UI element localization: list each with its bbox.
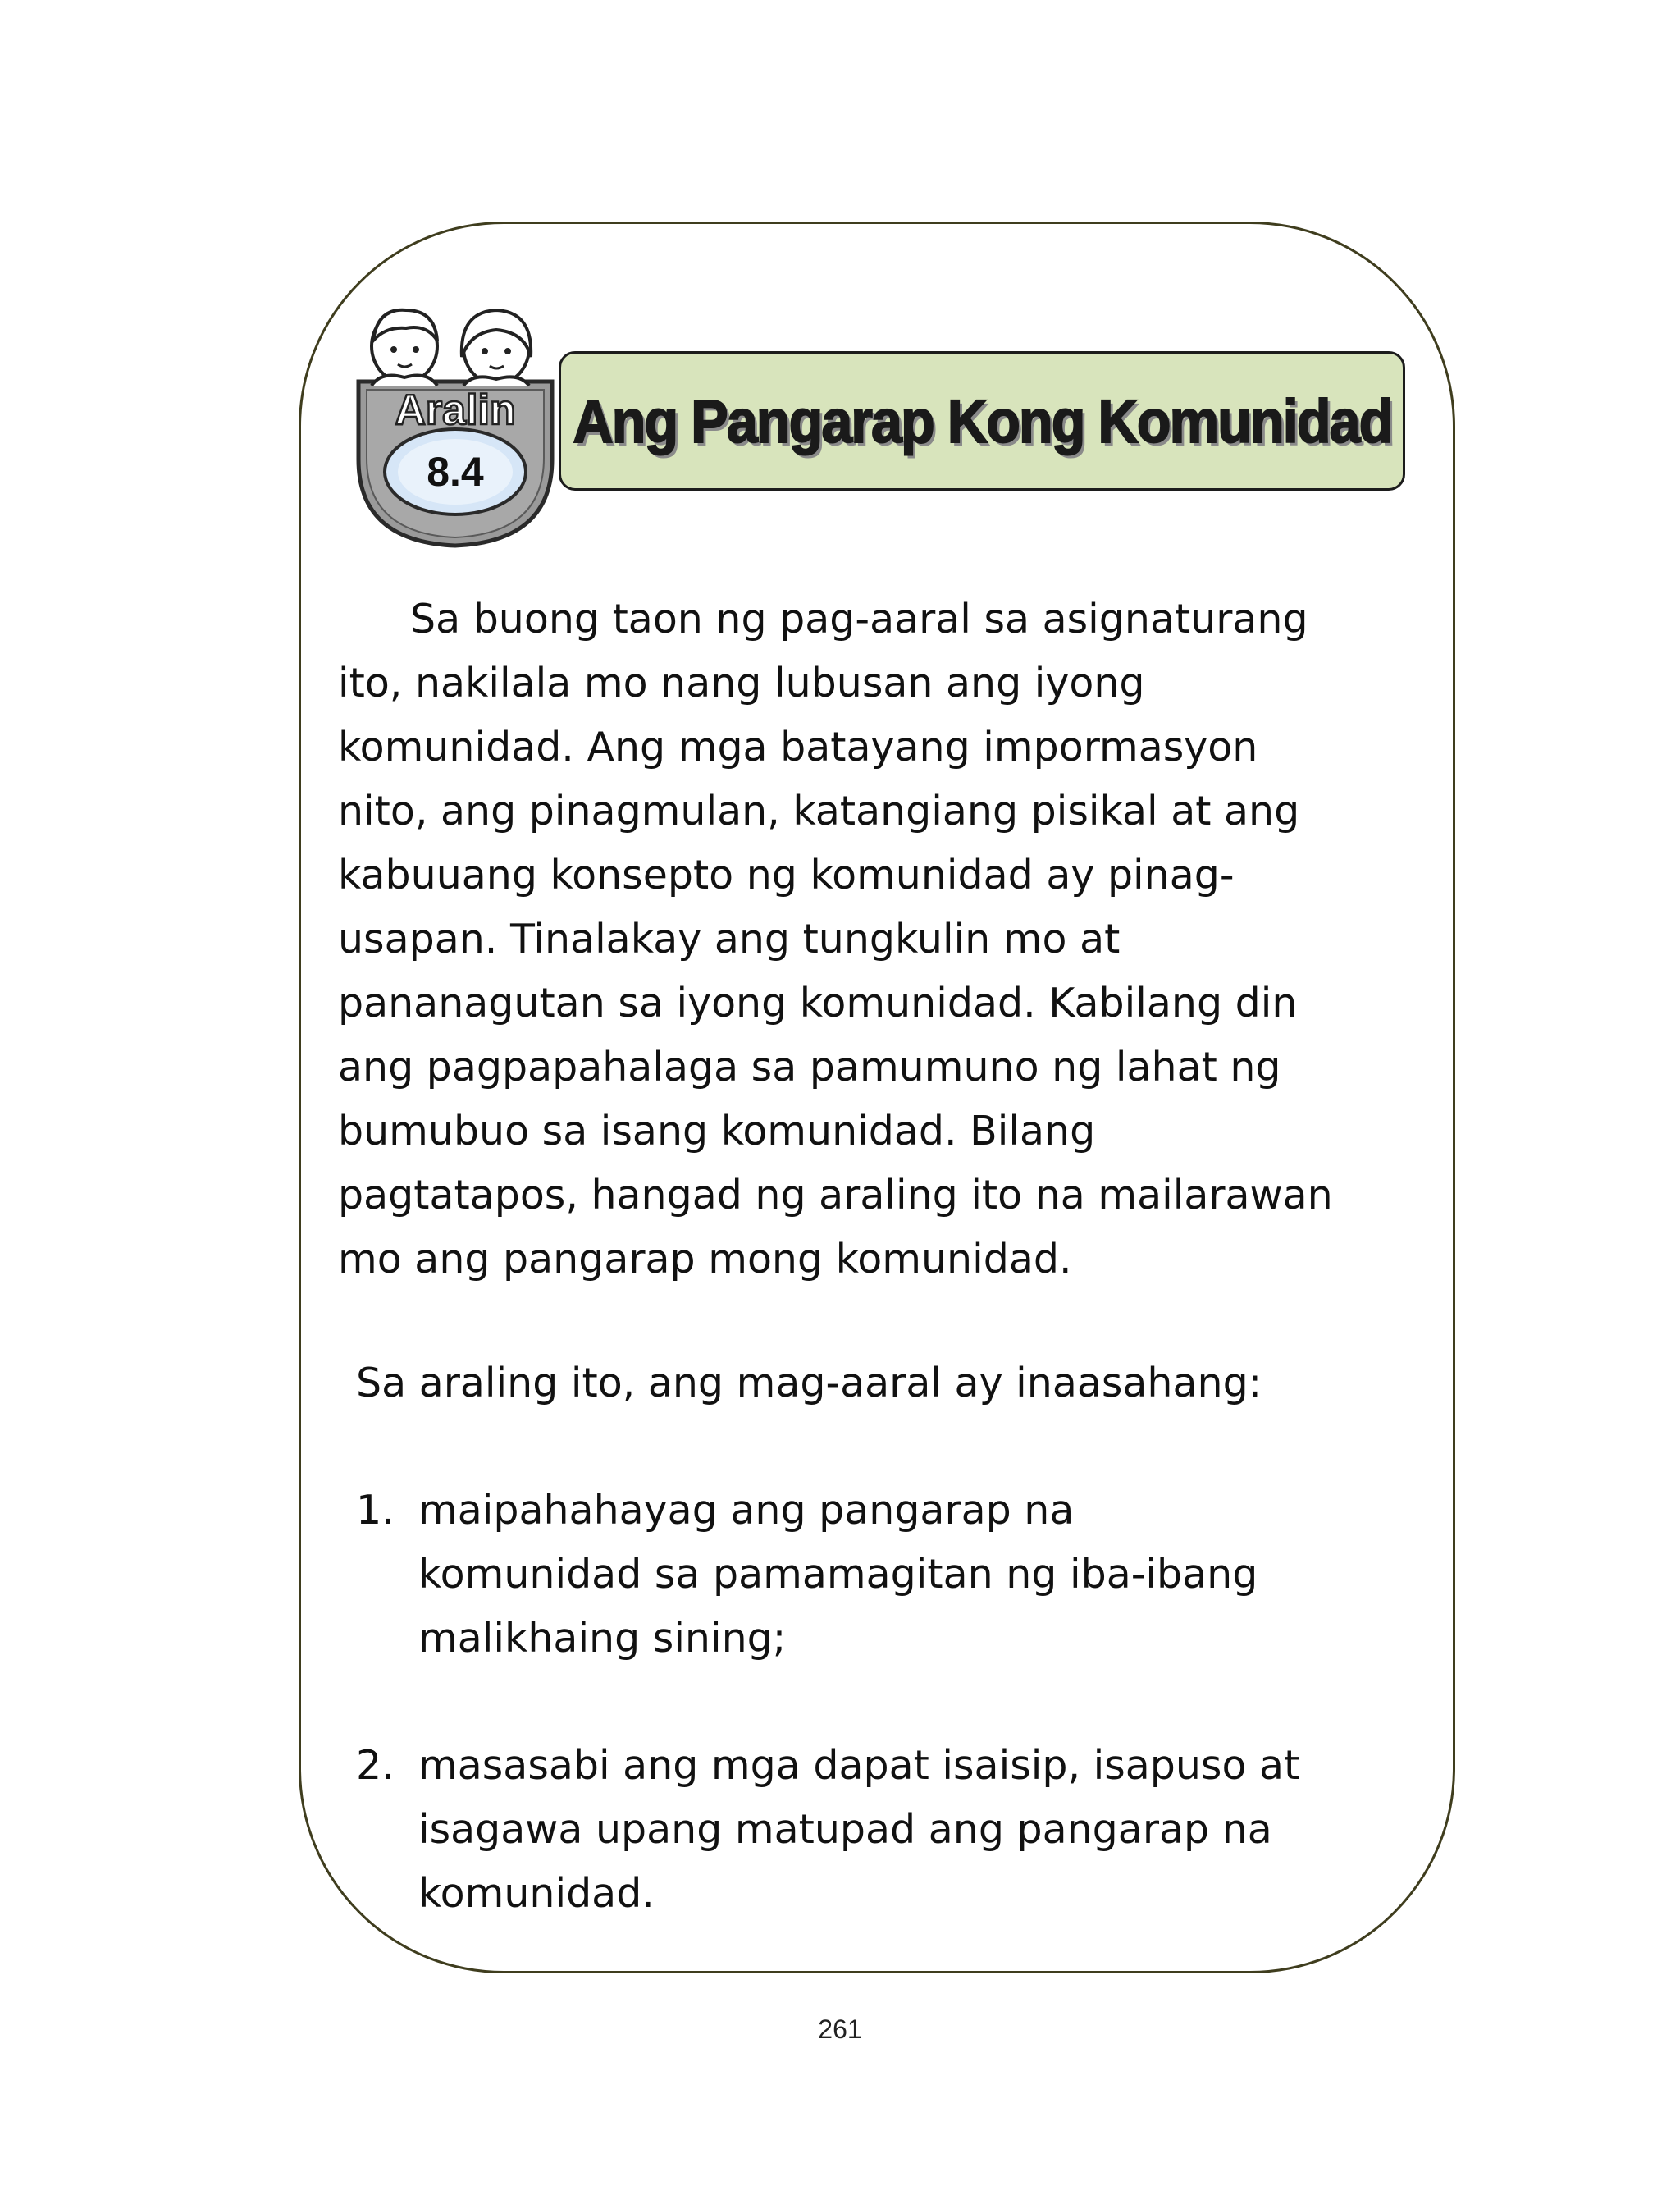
intro-line: mo ang pangarap mong komunidad. [338, 1236, 1072, 1282]
objective-line: malikhaing sining; [418, 1615, 787, 1662]
objective-line: komunidad sa pamamagitan ng iba-ibang [418, 1551, 1258, 1598]
intro-paragraph [338, 588, 1454, 1292]
badge-number: 8.4 [427, 449, 484, 495]
intro-line: pananagutan sa iyong komunidad. Kabilang din [338, 980, 1298, 1026]
objective-line: masasabi ang mga dapat isaisip, isapuso at [418, 1742, 1300, 1789]
two-children-reading-icon [349, 295, 562, 550]
badge-label: Aralin [395, 386, 516, 434]
intro-line: nito, ang pinagmulan, katangiang pisikal at ang [338, 788, 1300, 834]
intro-line: komunidad. Ang mga batayang impormasyon [338, 724, 1258, 770]
intro-line: kabuuang konsepto ng komunidad ay pinag- [338, 852, 1235, 898]
objectives-lead: Sa araling ito, ang mag-aaral ay inaasahang: [356, 1360, 1262, 1406]
objective-line: isagawa upang matupad ang pangarap na [418, 1806, 1272, 1853]
lesson-title-box [559, 351, 1405, 491]
intro-line: pagtatapos, hangad ng araling ito na mailarawan [338, 1172, 1333, 1218]
objective-number: 2. [356, 1742, 395, 1789]
page-number: 261 [818, 2014, 862, 2044]
intro-line: ang pagpapahalaga sa pamumuno ng lahat ng [338, 1044, 1281, 1090]
objective-line: maipahahayag ang pangarap na [418, 1487, 1075, 1534]
objective-line: komunidad. [418, 1870, 655, 1917]
lesson-title: Ang Pangarap Kong Komunidad [573, 386, 1391, 455]
objective-number: 1. [356, 1487, 395, 1534]
intro-line: Sa buong taon ng pag-aaral sa asignaturang [410, 596, 1308, 642]
lesson-badge [349, 295, 562, 550]
intro-line: ito, nakilala mo nang lubusan ang iyong [338, 660, 1145, 706]
intro-line: usapan. Tinalakay ang tungkulin mo at [338, 916, 1121, 962]
intro-line: bumubuo sa isang komunidad. Bilang [338, 1108, 1096, 1154]
